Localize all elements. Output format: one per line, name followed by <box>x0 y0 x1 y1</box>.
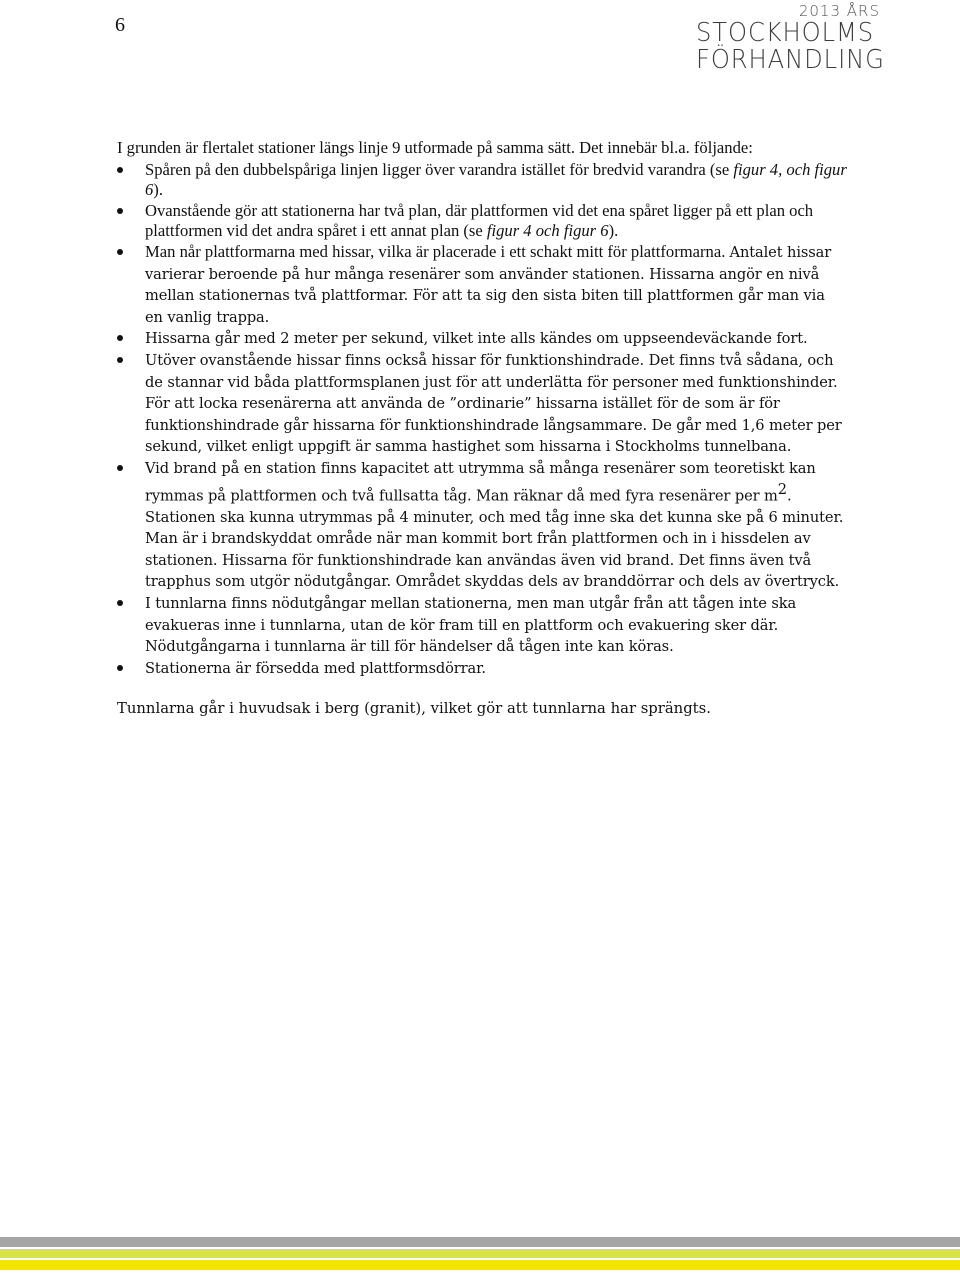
list-item-text: Man når plattformarna med hissar, vilka är placerade i ett schakt mitt för plattformarna. <box>145 241 726 261</box>
list-item <box>117 201 847 242</box>
list-item-text: Ovanstående gör att stationerna har två plan, där plattformen vid det ena spåret ligger på ett plan och plattformen vid det andra spåret i ett annat plan (se <box>145 200 814 241</box>
list-item-text: Stationerna är försedda med plattformsdörrar. <box>145 659 486 677</box>
stockholms-forhandling-logo <box>696 2 896 74</box>
list-item <box>117 242 847 328</box>
bullet-icon <box>117 167 123 173</box>
logo-year: 2013 ÅRS <box>798 2 880 20</box>
list-item-text: ). <box>608 221 619 241</box>
footer-bar-gray <box>0 1237 960 1247</box>
bullet-icon <box>117 249 123 255</box>
footer-color-bars <box>0 1237 960 1273</box>
list-item-text: Spåren på den dubbelspåriga linjen ligger över varandra istället för bredvid varandra (se <box>145 159 734 179</box>
bullet-list <box>117 160 847 680</box>
closing-paragraph: Tunnlarna går i huvudsak i berg (granit), vilket gör att tunnlarna har sprängts. <box>117 700 711 718</box>
page-number: 6 <box>115 14 125 36</box>
list-item-text: Utöver ovanstående hissar finns också hissar för funktionshindrade. Det finns två sådana, och de stannar vid båda plattformsplanen just för att underlätta för personer med funktionshinder. För att locka resenärerna att använda de ”ordinarie” hissarna istället för de som är för funktionshindrade går hissarna för funktionshindrade långsammare. De går med 1,6 meter per sekund, vilket enligt uppgift är samma hastighet som hissarna i Stockholms tunnelbana. <box>145 351 842 456</box>
bullet-icon <box>117 335 123 341</box>
figure-reference: figur 4 och figur 6 <box>486 221 609 241</box>
intro-paragraph: I grunden är flertalet stationer längs linje 9 utformade på samma sätt. Det innebär bl.a. följande: <box>117 138 753 157</box>
bullet-icon <box>117 357 123 363</box>
list-item <box>117 658 847 680</box>
footer-bar-yellow <box>0 1260 960 1270</box>
list-item-text: . Stationen ska kunna utrymmas på 4 minuter, och med tåg inne ska det kunna ske på 6 minuter. Man är i brandskyddat område när man kommit bort från plattformen och in i hissdelen av stationen. Hissarna för funktionshindrade kan användas även vid brand. Det finns även två trapphus som utgör nödutgångar. Området skyddas dels av branddörrar och dels av övertryck. <box>145 487 844 591</box>
bullet-icon <box>117 465 123 471</box>
footer-bar-lime <box>0 1249 960 1258</box>
list-item-text: Antalet hissar varierar beroende på hur många resenärer som använder stationen. Hissarna angör en nivå mellan stationernas två plattformar. För att ta sig den sista biten till plattformen går man via en vanlig trappa. <box>145 243 832 326</box>
list-item <box>117 350 847 458</box>
list-item <box>117 458 847 593</box>
logo-line-2: FÖRHANDLING <box>696 45 885 75</box>
document-body <box>117 138 847 720</box>
list-item-text: Hissarna går med 2 meter per sekund, vilket inte alls kändes om uppseendeväckande fort. <box>145 330 808 348</box>
figure-reference: figur 4, och figur 6 <box>145 159 847 200</box>
bullet-icon <box>117 665 123 671</box>
logo-line-1: STOCKHOLMS <box>696 18 875 48</box>
bullet-icon <box>117 600 123 606</box>
list-item <box>117 328 847 350</box>
superscript: 2 <box>777 480 787 498</box>
list-item-text: Vid brand på en station finns kapacitet att utrymma så många resenärer som teoretiskt kan rymmas på plattformen och två fullsatta tåg. Man räknar då med fyra resenärer per m <box>145 459 816 505</box>
list-item <box>117 593 847 658</box>
bullet-icon <box>117 208 123 214</box>
list-item-text: ). <box>153 180 163 200</box>
list-item-text: I tunnlarna finns nödutgångar mellan stationerna, men man utgår från att tågen inte ska evakueras inne i tunnlarna, utan de kör fram till en plattform och evakuering sker där. Nödutgångarna i tunnlarna är till för händelser då tågen inte kan köras. <box>145 595 797 656</box>
list-item <box>117 160 847 201</box>
